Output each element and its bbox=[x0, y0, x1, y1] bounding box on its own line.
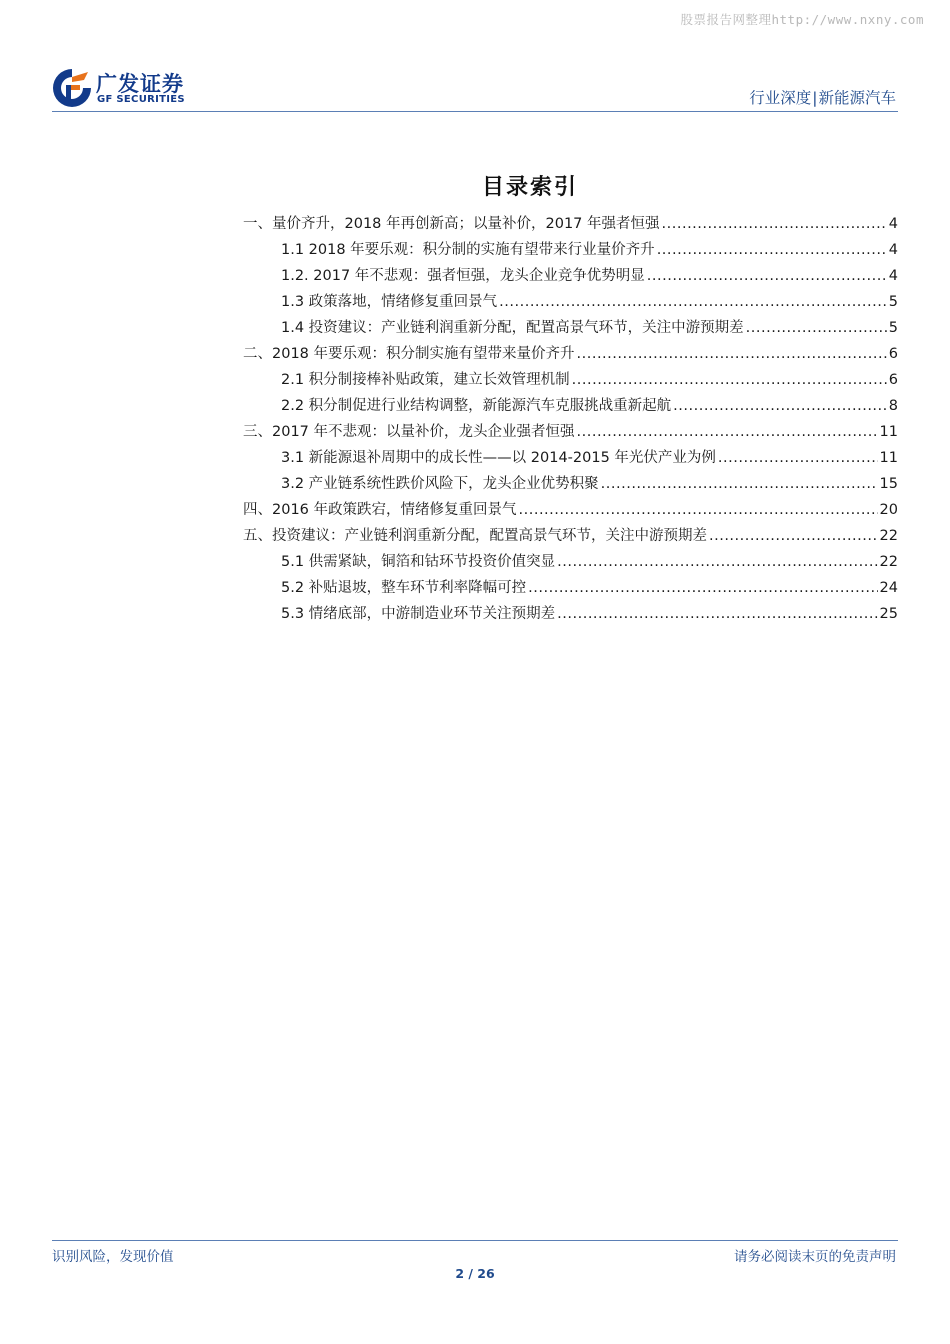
toc-entry[interactable] bbox=[243, 420, 898, 446]
toc-entry[interactable] bbox=[243, 446, 898, 472]
toc-entry-title: 2.2 积分制促进行业结构调整，新能源汽车克服挑战重新起航 bbox=[281, 398, 672, 414]
toc-entry[interactable] bbox=[243, 342, 898, 368]
toc-entry-page: 6 bbox=[888, 346, 898, 362]
toc-leader-dots bbox=[673, 398, 887, 414]
toc-entry-page: 22 bbox=[879, 554, 898, 570]
toc-entry[interactable] bbox=[243, 290, 898, 316]
page-number: 2 / 26 bbox=[455, 1266, 495, 1281]
toc-entry-page: 4 bbox=[888, 242, 898, 258]
toc-entry-title: 3.2 产业链系统性跌价风险下，龙头企业优势积聚 bbox=[281, 476, 599, 492]
toc-entry-page: 11 bbox=[879, 424, 898, 440]
toc-entry-title: 5.1 供需紧缺，铜箔和钴环节投资价值突显 bbox=[281, 554, 556, 570]
sector-label: 新能源汽车 bbox=[818, 89, 896, 107]
toc-leader-dots bbox=[499, 294, 887, 310]
toc-leader-dots bbox=[577, 424, 878, 440]
toc-entry[interactable] bbox=[243, 550, 898, 576]
toc-entry-page: 4 bbox=[888, 268, 898, 284]
toc-entry-title: 一、量价齐升，2018 年再创新高；以量补价，2017 年强者恒强 bbox=[243, 216, 660, 232]
footer-disclaimer: 请务必阅读末页的免责声明 bbox=[734, 1249, 896, 1265]
toc-entry-page: 5 bbox=[888, 320, 898, 336]
toc-entry-page: 24 bbox=[879, 580, 898, 596]
category-separator: | bbox=[812, 89, 818, 107]
toc-entry-title: 二、2018 年要乐观：积分制实施有望带来量价齐升 bbox=[243, 346, 575, 362]
toc-entry[interactable] bbox=[243, 368, 898, 394]
footer-divider bbox=[52, 1240, 898, 1241]
watermark-text: 股票报告网整理http://www.nxny.com bbox=[680, 12, 924, 27]
toc-leader-dots bbox=[718, 450, 878, 466]
report-category bbox=[749, 86, 896, 108]
toc-leader-dots bbox=[709, 528, 878, 544]
toc-leader-dots bbox=[647, 268, 887, 284]
toc-entry[interactable] bbox=[243, 602, 898, 628]
toc-entry-page: 5 bbox=[888, 294, 898, 310]
toc-entry-title: 1.2. 2017 年不悲观：强者恒强，龙头企业竞争优势明显 bbox=[281, 268, 645, 284]
toc-entry-title: 五、投资建议：产业链利润重新分配，配置高景气环节，关注中游预期差 bbox=[243, 528, 707, 544]
toc-entry[interactable] bbox=[243, 316, 898, 342]
toc-entry-title: 1.1 2018 年要乐观：积分制的实施有望带来行业量价齐升 bbox=[281, 242, 655, 258]
toc-leader-dots bbox=[557, 554, 877, 570]
toc-entry[interactable] bbox=[243, 238, 898, 264]
toc-entry-title: 2.1 积分制接棒补贴政策，建立长效管理机制 bbox=[281, 372, 570, 388]
toc-entry-page: 25 bbox=[879, 606, 898, 622]
toc-entry[interactable] bbox=[243, 264, 898, 290]
toc-leader-dots bbox=[528, 580, 877, 596]
toc-entry-page: 22 bbox=[879, 528, 898, 544]
toc-leader-dots bbox=[557, 606, 877, 622]
toc-entry-page: 11 bbox=[879, 450, 898, 466]
toc-leader-dots bbox=[601, 476, 878, 492]
toc-entry-title: 1.3 政策落地，情绪修复重回景气 bbox=[281, 294, 498, 310]
toc-entry[interactable] bbox=[243, 212, 898, 238]
toc-leader-dots bbox=[662, 216, 887, 232]
toc-entry-title: 1.4 投资建议：产业链利润重新分配，配置高景气环节，关注中游预期差 bbox=[281, 320, 744, 336]
toc-entry-title: 5.3 情绪底部，中游制造业环节关注预期差 bbox=[281, 606, 556, 622]
toc-entry-page: 6 bbox=[888, 372, 898, 388]
toc-entry-page: 20 bbox=[879, 502, 898, 518]
toc-entry[interactable] bbox=[243, 576, 898, 602]
toc-entry-title: 四、2016 年政策跌宕，情绪修复重回景气 bbox=[243, 502, 517, 518]
toc-leader-dots bbox=[657, 242, 887, 258]
toc-title: 目录索引 bbox=[481, 175, 578, 200]
toc-entry-title: 3.1 新能源退补周期中的成长性——以 2014-2015 年光伏产业为例 bbox=[281, 450, 716, 466]
toc-entry-page: 15 bbox=[879, 476, 898, 492]
gf-logo-icon bbox=[50, 66, 94, 110]
table-of-contents bbox=[243, 212, 898, 628]
toc-leader-dots bbox=[572, 372, 887, 388]
toc-entry[interactable] bbox=[243, 394, 898, 420]
toc-entry-title: 5.2 补贴退坡，整车环节利率降幅可控 bbox=[281, 580, 527, 596]
toc-entry-page: 4 bbox=[888, 216, 898, 232]
toc-entry-page: 8 bbox=[888, 398, 898, 414]
toc-entry[interactable] bbox=[243, 524, 898, 550]
category-label: 行业深度 bbox=[749, 89, 812, 107]
toc-leader-dots bbox=[577, 346, 887, 362]
toc-leader-dots bbox=[746, 320, 887, 336]
header-divider bbox=[52, 111, 898, 112]
toc-entry-title: 三、2017 年不悲观：以量补价，龙头企业强者恒强 bbox=[243, 424, 575, 440]
logo-name-cn: 广发证券 bbox=[96, 72, 184, 96]
toc-entry[interactable] bbox=[243, 498, 898, 524]
gf-securities-logo bbox=[50, 66, 210, 110]
toc-entry[interactable] bbox=[243, 472, 898, 498]
toc-leader-dots bbox=[519, 502, 878, 518]
logo-name-en: GF SECURITIES bbox=[97, 94, 185, 105]
footer-slogan: 识别风险，发现价值 bbox=[52, 1249, 174, 1265]
